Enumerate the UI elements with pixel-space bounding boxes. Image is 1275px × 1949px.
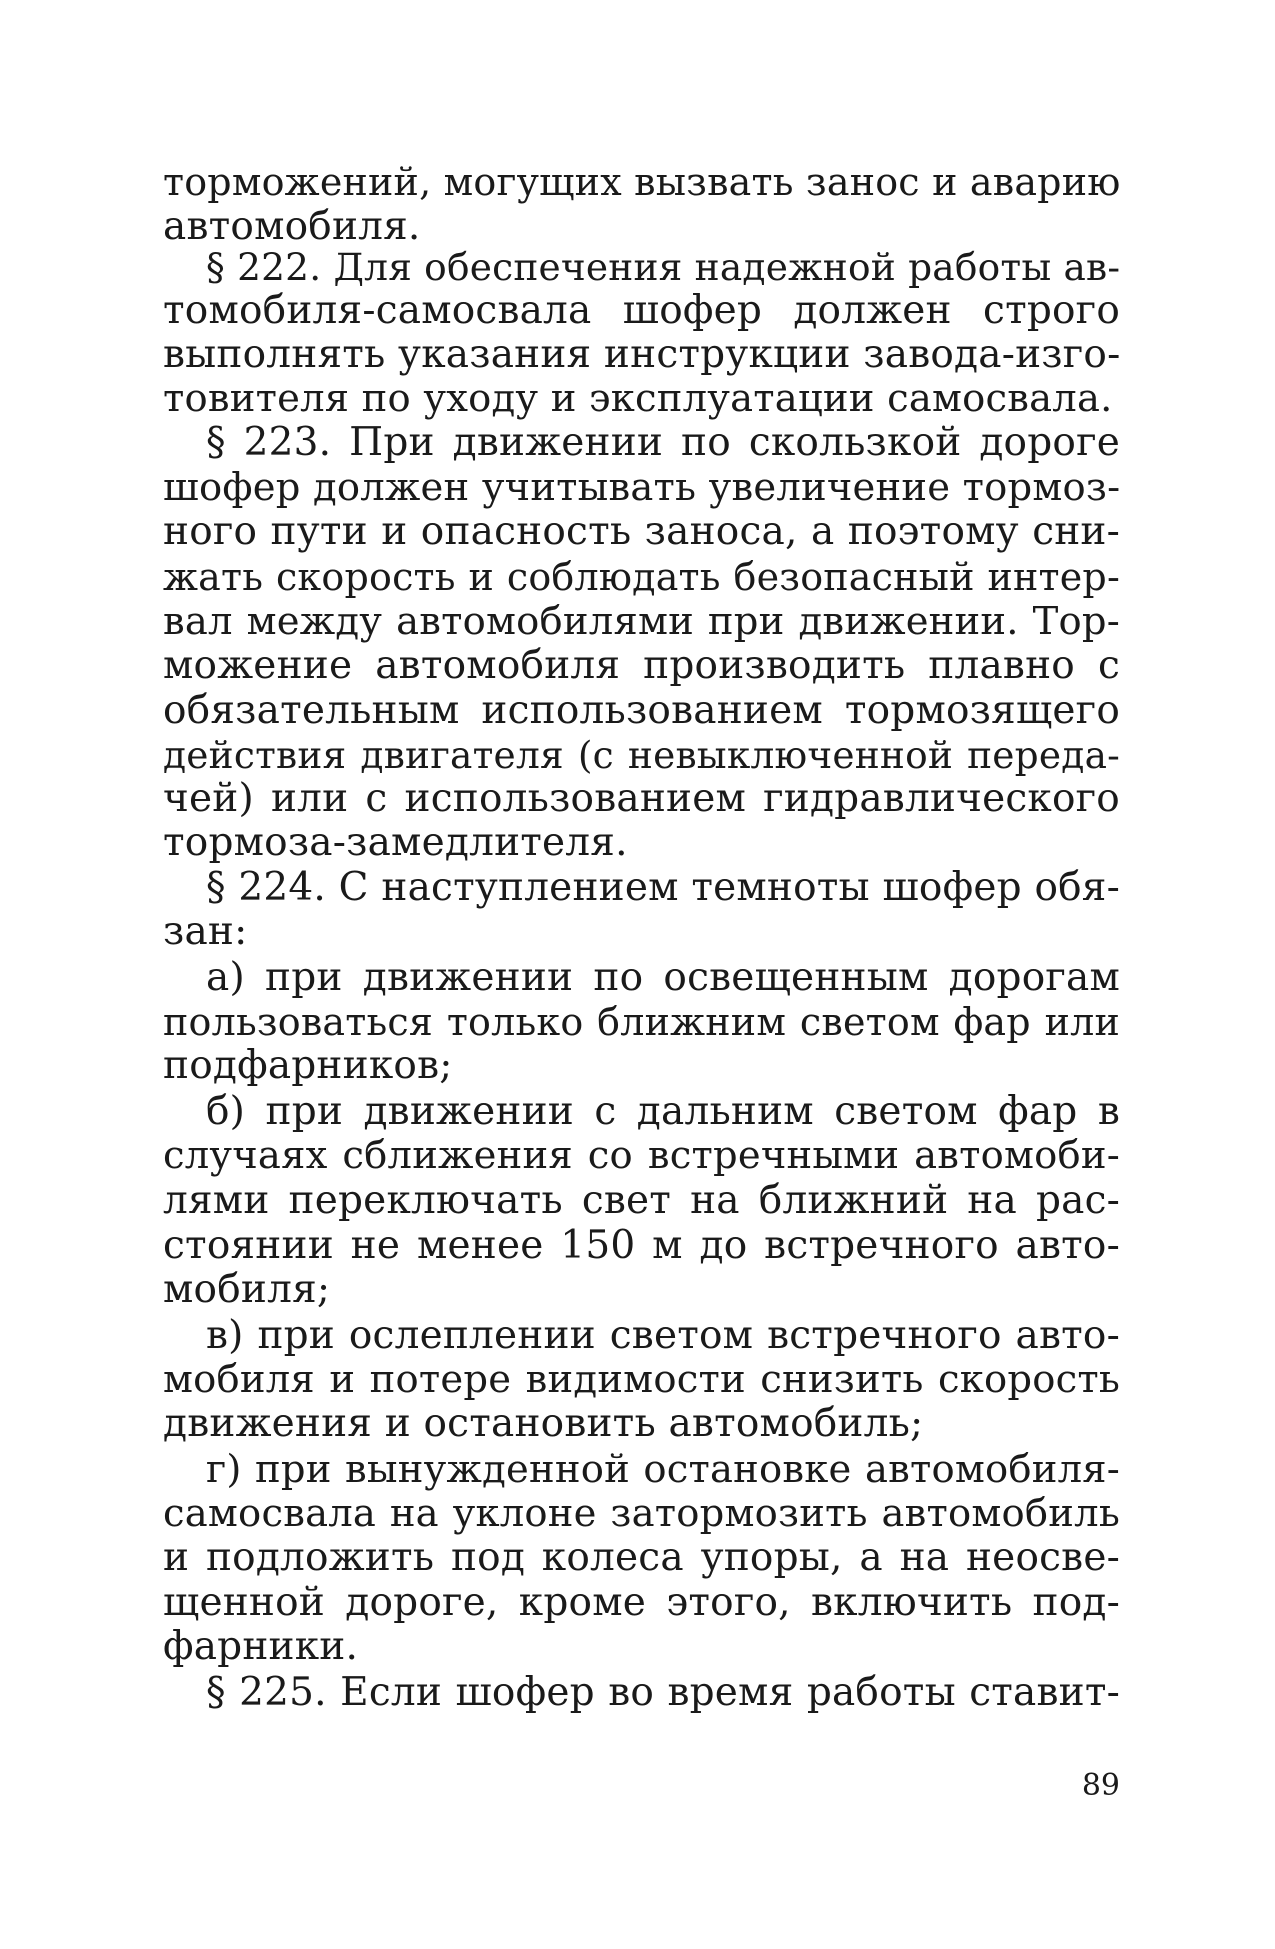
text-line: выполнять указания инструкции завода-изго- <box>163 332 1121 377</box>
text-line: движения и остановить автомобиль; <box>163 1401 924 1446</box>
text-line: мобиля и потере видимости снизить скорость <box>163 1357 1120 1402</box>
text-line: а) при движении по освещенным дорогам <box>206 955 1120 1000</box>
text-line: вал между автомобилями при движении. Тор- <box>163 599 1120 644</box>
text-line: подфарников; <box>163 1043 453 1088</box>
text-line: чей) или с использованием гидравлического <box>163 776 1120 821</box>
text-line: пользоваться только ближним светом фар или <box>163 1000 1120 1044</box>
text-line: § 225. Если шофер во время работы ставит- <box>206 1670 1120 1715</box>
text-line: томобиля-самосвала шофер должен строго <box>163 288 1120 333</box>
text-line: торможений, могущих вызвать занос и аварию <box>163 160 1121 204</box>
text-line: жать скорость и соблюдать безопасный интер- <box>163 555 1120 599</box>
text-line: зан: <box>163 909 248 954</box>
text-line: мобиля; <box>163 1267 331 1312</box>
text-line: случаях сближения со встречными автомоби- <box>163 1133 1120 1178</box>
text-line: г) при вынужденной остановке автомобиля- <box>206 1447 1120 1492</box>
text-line: § 222. Для обеспечения надежной работы ав- <box>206 245 1121 289</box>
text-line: в) при ослеплении светом встречного авто- <box>206 1313 1120 1358</box>
text-line: § 224. С наступлением темноты шофер обя- <box>206 865 1120 910</box>
text-line: фарники. <box>163 1624 359 1669</box>
text-line: автомобиля. <box>163 204 421 249</box>
text-line: действия двигателя (с невыключенной переда- <box>163 733 1120 777</box>
text-line: шофер должен учитывать увеличение тормоз- <box>163 465 1121 510</box>
text-line: самосвала на уклоне затормозить автомобиль <box>163 1491 1120 1536</box>
text-line: тормоза-замедлителя. <box>163 820 628 865</box>
text-line: обязательным использованием тормозящего <box>163 688 1120 733</box>
text-line: можение автомобиля производить плавно с <box>163 643 1120 688</box>
text-line: стоянии не менее 150 м до встречного авто- <box>163 1223 1120 1268</box>
text-line: щенной дороге, кроме этого, включить под- <box>163 1580 1120 1625</box>
text-line: и подложить под колеса упоры, а на неосве- <box>163 1535 1120 1580</box>
page-number: 89 <box>1081 1768 1120 1803</box>
text-line: товителя по уходу и эксплуатации самосвала. <box>163 376 1113 421</box>
text-line: § 223. При движении по скользкой дороге <box>206 420 1120 465</box>
text-line: лями переключать свет на ближний на рас- <box>163 1178 1120 1223</box>
text-line: ного пути и опасность заноса, а поэтому сни- <box>163 509 1120 554</box>
text-line: б) при движении с дальним светом фар в <box>206 1089 1120 1134</box>
